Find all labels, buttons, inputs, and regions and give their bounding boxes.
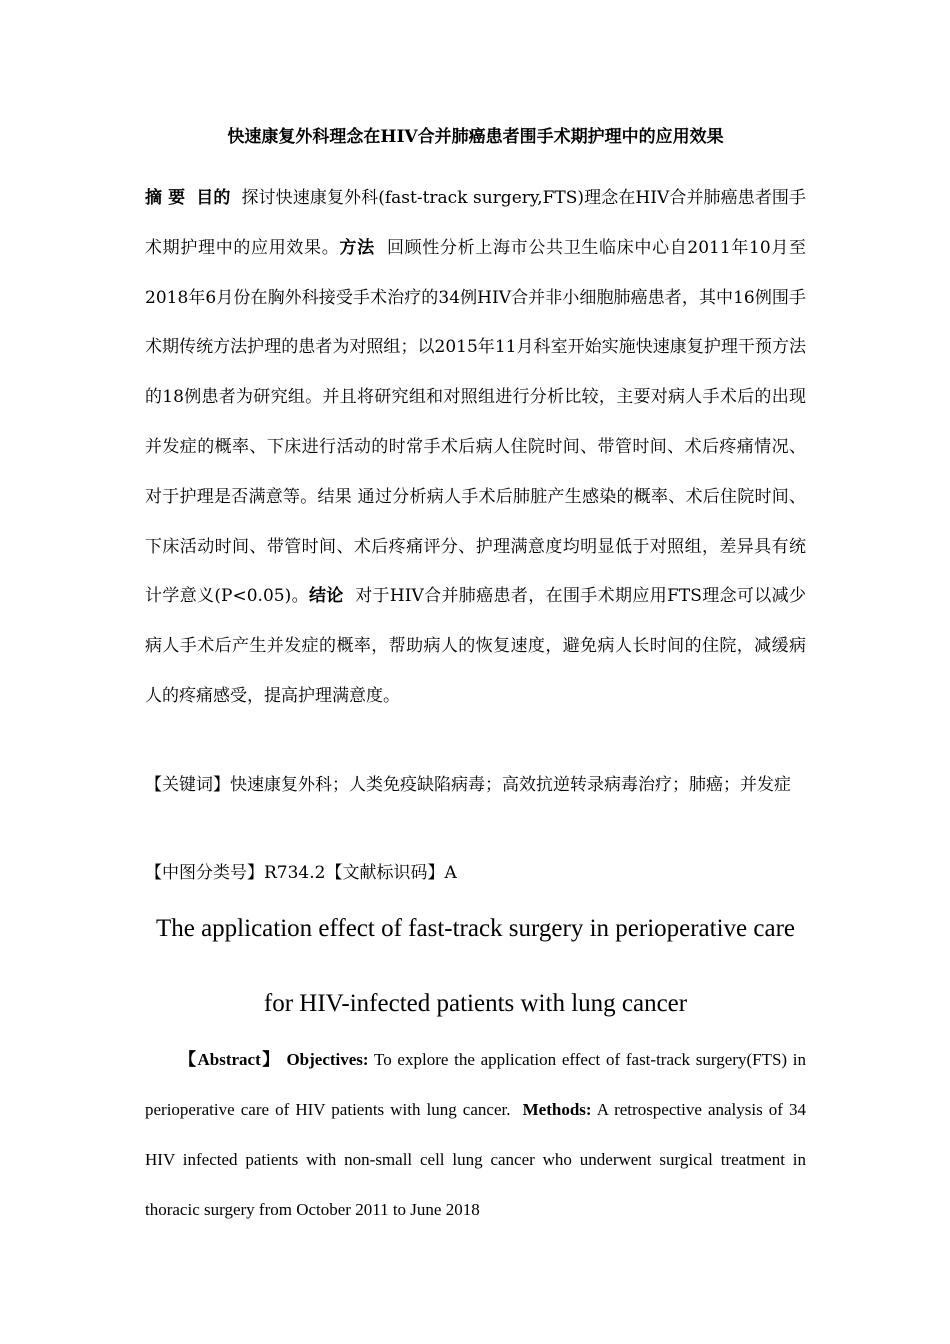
keywords-cn: 【关键词】快速康复外科；人类免疫缺陷病毒；高效抗逆转录病毒治疗；肺癌；并发症 (145, 775, 791, 795)
method-label-en: Methods: (522, 1100, 592, 1119)
method-text-en: A retrospective analysis of 34 HIV infected patients with non-small cell lung cancer who underwent surgical treatment in thoracic surgery from October 2011 to June 2018 (145, 1100, 807, 1219)
english-title-line-1: The application effect of fast-track surgery in perioperative care (155, 915, 796, 942)
abstract-heading-cn: 摘 要 (145, 188, 186, 208)
english-title-line-2: for HIV-infected patients with lung cancer (263, 990, 688, 1017)
method-text-cn: 回顾性分析上海市公共卫生临床中心自2011年10月至2018年6月份在胸外科接受手术治疗的34例HIV合并非小细胞肺癌患者，其中16例围手术期传统方法护理的患者为对照组；以2015年11月科室开始实施快速康复护理干预方法的18例患者为研究组。并且将研究组和对照组进行分析比较，主要对病人手术后的出现并发症的概率、下床进行活动的时常手术后病人住院时间、带管时间、术后疼痛情况、对于护理是否满意等。结果 通过分析病人手术后肺脏产生感染的概率、术后住院时间、下床活动时间、带管时间、术后疼痛评分、护理满意度均明显低于对照组，差异具有统计学意义(P<0.05)。 (145, 237, 807, 607)
english-abstract (145, 1035, 806, 1235)
conclusion-label-cn: 结论 (308, 586, 344, 607)
method-label-cn: 方法 (339, 237, 375, 258)
objective-label-cn: 目的 (196, 188, 231, 208)
objective-text-cn: 探讨快速康复外科(fast-track surgery,FTS)理念在HIV合并肺癌患者围手术期护理中的应用效果。 (145, 188, 807, 258)
chinese-abstract (145, 174, 806, 722)
classification-cn: 【中图分类号】R734.2【文献标识码】A (145, 863, 457, 883)
objective-label-en: Objectives: (286, 1050, 369, 1069)
objective-text-en: To explore the application effect of fast-track surgery(FTS) in perioperative care of HIV patients with lung cancer. (145, 1050, 807, 1119)
chinese-title: 快速康复外科理念在HIV合并肺癌患者围手术期护理中的应用效果 (227, 127, 724, 147)
conclusion-text-cn: 对于HIV合并肺癌患者，在围手术期应用FTS理念可以减少病人手术后产生并发症的概率，帮助病人的恢复速度，避免病人长时间的住院，减缓病人的疼痛感受，提高护理满意度。 (145, 586, 807, 706)
abstract-heading-en: 【Abstract】 (179, 1050, 281, 1069)
